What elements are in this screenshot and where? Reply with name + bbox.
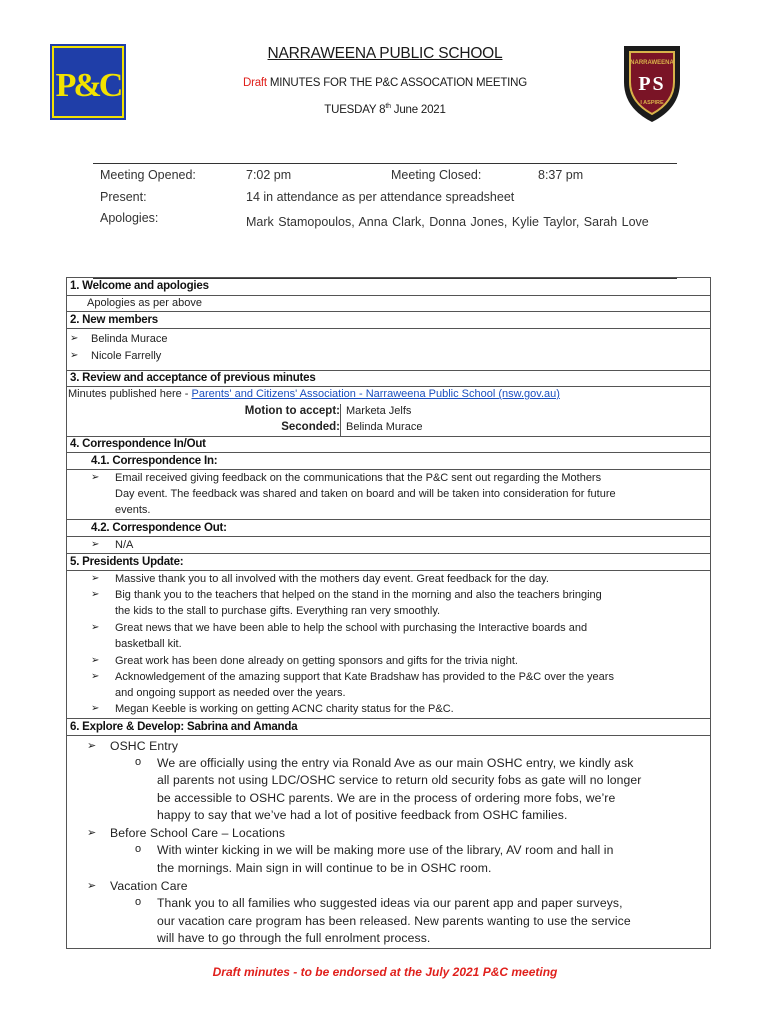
subheading: Vacation Care <box>110 879 188 893</box>
present-label: Present: <box>100 190 147 204</box>
crest-initials: PS <box>638 73 666 95</box>
section-6-body <box>67 735 710 949</box>
meeting-date <box>0 103 770 116</box>
opened-value: 7:02 pm <box>246 168 292 182</box>
text-line: Megan Keeble is working on getting ACNC charity status for the P&C. <box>115 703 454 715</box>
date-month-year: June 2021 <box>390 103 446 116</box>
draft-footer-note: Draft minutes - to be endorsed at the July 2021 P&C meeting <box>212 965 558 979</box>
text-line: basketball kit. <box>115 638 182 650</box>
section-5-heading: 5. Presidents Update: <box>67 553 710 571</box>
list-item: Belinda Murace <box>91 333 168 345</box>
motion-divider <box>340 404 341 437</box>
section-4-heading: 4. Correspondence In/Out <box>67 436 710 453</box>
text-line: happy to say that we’ve had a lot of positive feedback from OSHC families. <box>157 808 568 822</box>
apologies-note: Apologies as per above <box>87 297 202 309</box>
arrow-bullet-icon: ➢ <box>91 589 100 600</box>
arrow-bullet-icon: ➢ <box>87 740 97 752</box>
section-2-heading: 2. New members <box>67 311 710 329</box>
text-line: Acknowledgement of the amazing support that Kate Bradshaw has provided to the P&C over the years <box>115 671 614 683</box>
section-4-1-heading: 4.1. Correspondence In: <box>67 452 710 470</box>
section-6-heading: 6. Explore & Develop: Sabrina and Amanda <box>67 718 710 736</box>
date-day: TUESDAY 8 <box>324 103 386 116</box>
subheading: OSHC Entry <box>110 739 179 753</box>
arrow-bullet-icon: ➢ <box>91 655 100 666</box>
text-line: Great news that we have been able to help the school with purchasing the Interactive boards and <box>115 622 588 634</box>
pc-logo-text: P&C <box>55 67 121 104</box>
text-line: We are officially using the entry via Ronald Ave as our main OSHC entry, we kindly ask <box>157 756 634 770</box>
closed-label: Meeting Closed: <box>391 168 482 182</box>
section-2-body <box>67 328 710 371</box>
crest-top-text: NARRAWEENA <box>630 60 674 66</box>
meeting-info <box>93 163 677 279</box>
document-subtitle <box>0 77 770 89</box>
section-5-body <box>67 570 710 719</box>
text-line: Massive thank you to all involved with the mothers day event. Great feedback for the day. <box>115 573 549 585</box>
arrow-bullet-icon: ➢ <box>91 472 100 483</box>
school-title: NARRAWEENA PUBLIC SCHOOL <box>267 45 503 62</box>
text-line: Great work has been done already on getting sponsors and gifts for the trivia night. <box>115 655 518 667</box>
section-4-2-heading: 4.2. Correspondence Out: <box>67 519 710 537</box>
seconded-label: Seconded: <box>281 421 340 433</box>
arrow-bullet-icon: ➢ <box>91 573 100 584</box>
apologies-value: Mark Stamopoulos, Anna Clark, Donna Jones, Kylie Taylor, Sarah Love <box>246 215 649 229</box>
circle-bullet-icon: o <box>135 896 142 908</box>
section-1-heading: 1. Welcome and apologies <box>70 280 209 292</box>
arrow-bullet-icon: ➢ <box>70 333 79 344</box>
text-line: Big thank you to the teachers that helped on the stand in the morning and also the teachers bringing <box>115 589 602 601</box>
section-1-body <box>67 295 710 312</box>
list-item: Nicole Farrelly <box>91 350 162 362</box>
section-3-body <box>67 386 710 437</box>
text-line: events. <box>115 504 151 516</box>
circle-bullet-icon: o <box>135 756 142 768</box>
seconded-value: Belinda Murace <box>346 421 423 433</box>
arrow-bullet-icon: ➢ <box>91 671 100 682</box>
apologies-label: Apologies: <box>100 211 159 225</box>
arrow-bullet-icon: ➢ <box>91 703 100 714</box>
arrow-bullet-icon: ➢ <box>87 827 97 839</box>
section-3-heading: 3. Review and acceptance of previous minutes <box>67 370 710 387</box>
minutes-published-text <box>68 388 560 400</box>
opened-label: Meeting Opened: <box>100 168 196 182</box>
draft-word: Draft <box>242 77 267 89</box>
arrow-bullet-icon: ➢ <box>70 350 79 361</box>
present-value: 14 in attendance as per attendance spreadsheet <box>246 190 515 204</box>
closed-value: 8:37 pm <box>538 168 584 182</box>
text-line: our vacation care program has been released. New parents wanting to use the service <box>157 914 631 928</box>
subheading: Before School Care – Locations <box>110 826 286 840</box>
text-line: will have to go through the full enrolment process. <box>157 931 431 945</box>
subtitle-rest: MINUTES FOR THE P&C ASSOCATION MEETING <box>266 77 528 89</box>
text-line: be accessible to OSHC parents. We are in the process of ordering more fobs, we’re <box>157 791 616 805</box>
arrow-bullet-icon: ➢ <box>91 622 100 633</box>
text-line: Thank you to all families who suggested ideas via our parent app and paper surveys, <box>157 896 623 910</box>
text-line: With winter kicking in we will be making more use of the library, AV room and hall in <box>157 843 614 857</box>
minutes-table <box>66 277 711 949</box>
circle-bullet-icon: o <box>135 843 142 855</box>
motion-value: Marketa Jelfs <box>346 405 412 417</box>
text-line: all parents not using LDC/OSHC service to return old security fobs as gate will no longer <box>157 773 642 787</box>
minutes-link[interactable]: Parents' and Citizens' Association - Narraweena Public School (nsw.gov.au) <box>191 388 560 400</box>
date-suffix: th <box>385 103 391 110</box>
motion-label: Motion to accept: <box>244 405 340 417</box>
text-line: the kids to the stall to purchase gifts. Everything ran very smoothly. <box>115 605 441 617</box>
text-line: the mornings. Main sign in will continue to be in OSHC room. <box>157 861 492 875</box>
section-4-1-body <box>67 469 710 520</box>
list-item: N/A <box>115 539 134 551</box>
minutes-published-prefix: Minutes published here - <box>68 388 192 400</box>
text-line: Email received giving feedback on the communications that the P&C sent out regarding the Mothers <box>115 472 602 484</box>
arrow-bullet-icon: ➢ <box>91 539 100 550</box>
text-line: Day event. The feedback was shared and taken on board and will be taken into consideration for future <box>115 488 616 500</box>
arrow-bullet-icon: ➢ <box>87 880 97 892</box>
text-line: and ongoing support as needed over the years. <box>115 687 346 699</box>
crest-motto: I ASPIRE <box>640 100 664 106</box>
section-4-2-body <box>67 536 710 554</box>
